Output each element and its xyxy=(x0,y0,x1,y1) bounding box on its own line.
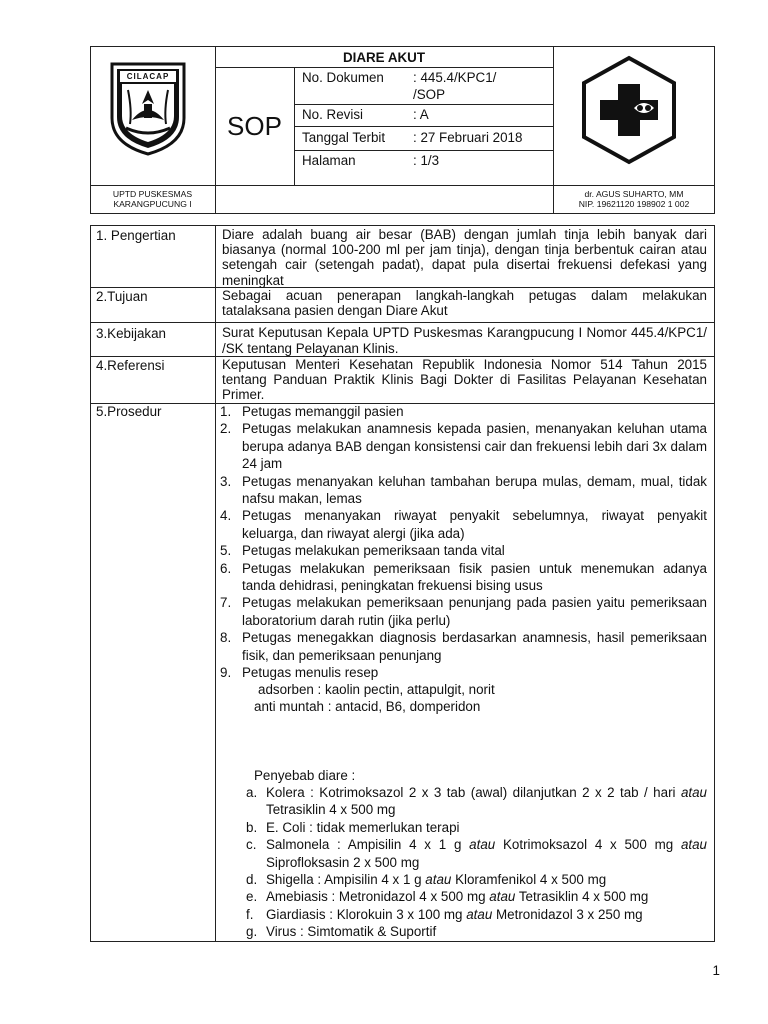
list-item xyxy=(242,888,707,905)
header-row-value: : A xyxy=(413,107,429,122)
step-number: 6. xyxy=(220,560,232,576)
step-number: 5. xyxy=(220,543,232,559)
list-item xyxy=(242,871,707,888)
header-divider xyxy=(294,150,553,151)
header-divider xyxy=(294,104,553,105)
cause-text: Metronidazol 3 x 250 mg xyxy=(492,906,643,922)
list-item xyxy=(218,507,707,542)
list-item xyxy=(242,923,707,940)
header-divider xyxy=(90,185,715,186)
section-label-tujuan: 2.Tujuan xyxy=(96,289,148,304)
puskesmas-logo xyxy=(578,54,680,166)
list-item xyxy=(242,906,707,923)
step-number: 7. xyxy=(220,595,232,611)
step-number: 3. xyxy=(220,473,232,489)
cause-conjunction: atau xyxy=(680,785,707,800)
list-item xyxy=(218,403,707,420)
signer-nip: NIP. 19621120 198902 1 002 xyxy=(578,199,690,209)
step-number: 9. xyxy=(220,665,232,681)
rx-line: anti muntah : antacid, B6, domperidon xyxy=(254,699,481,714)
step-text: Petugas melakukan pemeriksaan tanda vital xyxy=(242,543,505,559)
content-divider xyxy=(90,322,715,323)
step-text: Petugas melakukan pemeriksaan fisik pasien untuk menemukan adanya tanda dehidrasi, peningkatan frekuensi bising usus xyxy=(242,560,707,594)
cause-letter: g. xyxy=(246,924,258,940)
header-divider xyxy=(294,126,553,127)
cause-text: Giardiasis : Klorokuin 3 x 100 mg xyxy=(266,906,467,922)
step-number: 1. xyxy=(220,404,232,419)
sop-label: SOP xyxy=(227,111,282,141)
cause-text: Salmonela : Ampisilin 4 x 1 g xyxy=(266,837,470,853)
org-name xyxy=(90,189,215,209)
cause-text: Shigella : Ampisilin 4 x 1 g xyxy=(266,872,426,888)
org-line-1: UPTD PUSKESMAS xyxy=(112,189,193,199)
content-divider xyxy=(215,225,216,942)
header-row-value: : 27 Februari 2018 xyxy=(413,130,523,145)
section-label-referensi: 4.Referensi xyxy=(96,358,165,373)
page-number: 1 xyxy=(712,963,720,978)
signer-block xyxy=(553,189,715,209)
section-text-pengertian: Diare adalah buang air besar (BAB) dengan jumlah tinja lebih banyak dari biasanya (normal 100-200 ml per jam tinja), dengan tinja berbentuk cairan atau setengah cair (setengah padat), dapat pula disertai frekuensi defekasi yang meningkat xyxy=(222,227,707,288)
cause-conjunction: atau xyxy=(489,889,516,905)
header-row-value: : 445.4/KPC1/ /SOP xyxy=(413,70,497,102)
cause-text: Tetrasiklin 4 x 500 mg xyxy=(266,802,396,818)
step-text: Petugas menegakkan diagnosis berdasarkan anamnesis, hasil pemeriksaan fisik, dan pemeriksaan penunjang xyxy=(242,630,707,663)
list-item xyxy=(218,420,707,472)
cause-text: Kotrimoksazol 4 x 500 mg xyxy=(495,837,681,853)
cause-letter: e. xyxy=(246,889,258,905)
cause-text: Tetrasiklin 4 x 500 mg xyxy=(515,889,649,905)
list-item xyxy=(242,784,707,819)
section-label-kebijakan: 3.Kebijakan xyxy=(96,326,166,341)
list-item xyxy=(242,819,707,836)
cause-text: E. Coli : tidak memerlukan terapi xyxy=(266,819,460,835)
list-item xyxy=(218,560,707,595)
signer-name: dr. AGUS SUHARTO, MM xyxy=(584,189,684,199)
cause-text: Virus : Simtomatik & Suportif xyxy=(266,924,437,940)
cause-letter: a. xyxy=(246,785,258,800)
cilacap-seal-logo xyxy=(108,60,188,156)
cause-conjunction: atau xyxy=(425,872,452,888)
list-item xyxy=(218,473,707,508)
step-text: Petugas memanggil pasien xyxy=(242,404,404,419)
step-number: 8. xyxy=(220,630,232,646)
step-text: Petugas menanyakan riwayat penyakit sebelumnya, riwayat penyakit keluarga, dan riwayat alergi (jika ada) xyxy=(242,508,707,541)
header-row-label: No. Dokumen xyxy=(302,70,384,85)
cause-letter: b. xyxy=(246,819,258,835)
causes-list xyxy=(242,784,707,941)
header-row-label: Halaman xyxy=(302,153,356,168)
section-text-tujuan: Sebagai acuan penerapan langkah-langkah petugas dalam melakukan tatalaksana pasien dengan Diare Akut xyxy=(222,288,707,319)
header-row-label: Tanggal Terbit xyxy=(302,130,386,145)
step-text: Petugas menanyakan keluhan tambahan berupa mulas, demam, mual, tidak nafsu makan, lemas xyxy=(242,473,707,507)
cause-letter: f. xyxy=(246,906,254,922)
cause-letter: c. xyxy=(246,837,257,853)
step-text: Petugas melakukan pemeriksaan penunjang pada pasien yaitu pemeriksaan laboratorium darah rutin (jika perlu) xyxy=(242,595,707,628)
step-number: 4. xyxy=(220,508,232,524)
cause-conjunction: atau xyxy=(466,906,493,922)
causes-title: Penyebab diare : xyxy=(254,768,356,783)
document-title: DIARE AKUT xyxy=(342,50,426,65)
cause-conjunction: atau xyxy=(680,837,707,853)
cause-conjunction: atau xyxy=(469,837,496,853)
section-label-prosedur: 5.Prosedur xyxy=(96,404,162,419)
section-text-referensi: Keputusan Menteri Kesehatan Republik Indonesia Nomor 514 Tahun 2015 tentang Panduan Praktik Klinis Bagi Dokter di Fasilitas Pelayanan Kesehatan Primer. xyxy=(222,357,707,403)
header-divider xyxy=(215,67,553,68)
cause-text: Kloramfenikol 4 x 500 mg xyxy=(451,872,607,888)
list-item xyxy=(218,594,707,629)
rx-line: adsorben : kaolin pectin, attapulgit, norit xyxy=(258,682,495,697)
step-text: Petugas menulis resep xyxy=(242,665,379,681)
org-line-2: KARANGPUCUNG I xyxy=(113,199,192,209)
section-text-kebijakan: Surat Keputusan Kepala UPTD Puskesmas Karangpucung I Nomor 445.4/KPC1/ /SK tentang Pelayanan Klinis. xyxy=(222,325,737,356)
section-label-pengertian: 1. Pengertian xyxy=(96,228,176,243)
cause-text: Kolera : Kotrimoksazol 2 x 3 tab (awal) dilanjutkan 2 x 2 tab / hari xyxy=(266,785,681,800)
list-item xyxy=(218,542,707,559)
header-row-value: : 1/3 xyxy=(413,153,440,168)
list-item xyxy=(218,664,707,681)
cause-text: Amebiasis : Metronidazol 4 x 500 mg xyxy=(266,889,490,905)
step-text: Petugas melakukan anamnesis kepada pasien, menanyakan keluhan utama berupa adanya BAB dengan konsistensi cair dan frekuensi lebih dari 3x dalam 24 jam xyxy=(242,421,707,472)
list-item xyxy=(218,629,707,664)
procedure-steps xyxy=(218,403,707,682)
step-number: 2. xyxy=(220,421,232,437)
cause-letter: d. xyxy=(246,872,258,888)
header-row-label: No. Revisi xyxy=(302,107,364,122)
cause-text: Siprofloksasin 2 x 500 mg xyxy=(266,854,420,870)
logo-city-text: CILACAP xyxy=(126,72,170,81)
list-item xyxy=(242,836,707,871)
